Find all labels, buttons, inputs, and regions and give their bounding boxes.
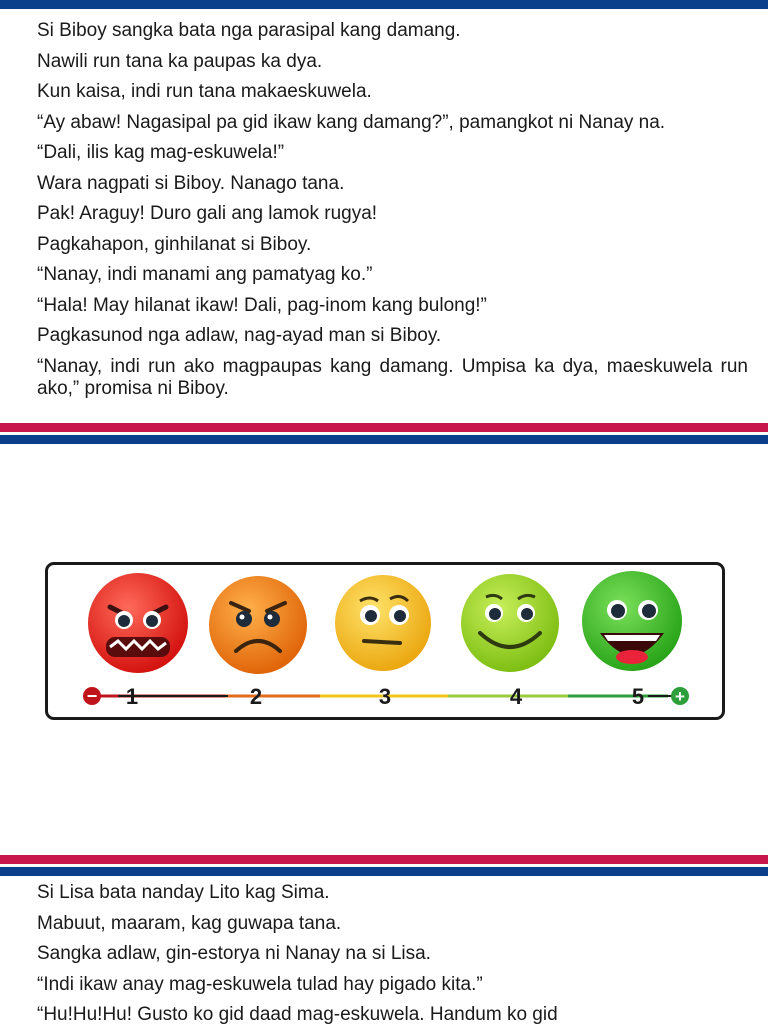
- scale-number-4: 4: [509, 684, 523, 709]
- story-passage-top: [37, 20, 748, 408]
- story-line: Wara nagpati si Biboy. Nanago tana.: [37, 172, 345, 194]
- angry-face-icon: [88, 573, 188, 673]
- story-line: Sangka adlaw, gin-estorya ni Nanay na si Lisa.: [37, 943, 431, 964]
- story-passage-bottom: [37, 882, 748, 1035]
- top-border: [0, 0, 768, 9]
- laughing-face-icon: [582, 571, 682, 671]
- section-divider: [0, 855, 768, 876]
- story-line: “Hala! May hilanat ikaw! Dali, pag-inom kang bulong!”: [37, 294, 487, 316]
- plus-symbol: +: [675, 687, 685, 706]
- minus-icon: [83, 686, 101, 706]
- scale-number-1: 1: [125, 684, 139, 709]
- frowning-face-icon: [209, 576, 307, 674]
- emoji-rating-scale: [45, 562, 725, 720]
- story-line: “Indi ikaw anay mag-eskuwela tulad hay pigado kita.”: [37, 973, 483, 995]
- scale-number-2: 2: [249, 684, 263, 709]
- scale-number-5: 5: [631, 684, 645, 709]
- story-line: Pagkasunod nga adlaw, nag-ayad man si Biboy.: [37, 325, 442, 346]
- story-line: “Hu!Hu!Hu! Gusto ko gid daad mag-eskuwela. Handum ko gid: [37, 1004, 558, 1025]
- story-line: Kun kaisa, indi run tana makaeskuwela.: [37, 81, 372, 102]
- smiling-face-icon: [461, 574, 559, 672]
- neutral-face-icon: [335, 575, 431, 671]
- story-line: Si Lisa bata nanday Lito kag Sima.: [37, 882, 330, 903]
- section-divider: [0, 423, 768, 444]
- story-line: Mabuut, maaram, kag guwapa tana.: [37, 912, 342, 934]
- story-line: Pak! Araguy! Duro gali ang lamok rugya!: [37, 203, 378, 224]
- plus-icon: [671, 687, 689, 706]
- scale-number-3: 3: [378, 684, 392, 709]
- story-line: “Dali, ilis kag mag-eskuwela!”: [37, 142, 285, 163]
- rating-scale-graphic: [48, 565, 722, 717]
- story-line: Si Biboy sangka bata nga parasipal kang damang.: [37, 20, 461, 41]
- story-line: Pagkahapon, ginhilanat si Biboy.: [37, 233, 312, 255]
- story-line: “Nanay, indi manami ang pamatyag ko.”: [37, 264, 373, 285]
- minus-symbol: −: [86, 686, 98, 706]
- story-line: “Nanay, indi run ako magpaupas kang damang. Umpisa ka dya, maeskuwela run ako,” promisa ni Biboy.: [37, 355, 748, 399]
- story-line: “Ay abaw! Nagasipal pa gid ikaw kang damang?”, pamangkot ni Nanay na.: [37, 111, 666, 133]
- story-line: Nawili run tana ka paupas ka dya.: [37, 50, 323, 72]
